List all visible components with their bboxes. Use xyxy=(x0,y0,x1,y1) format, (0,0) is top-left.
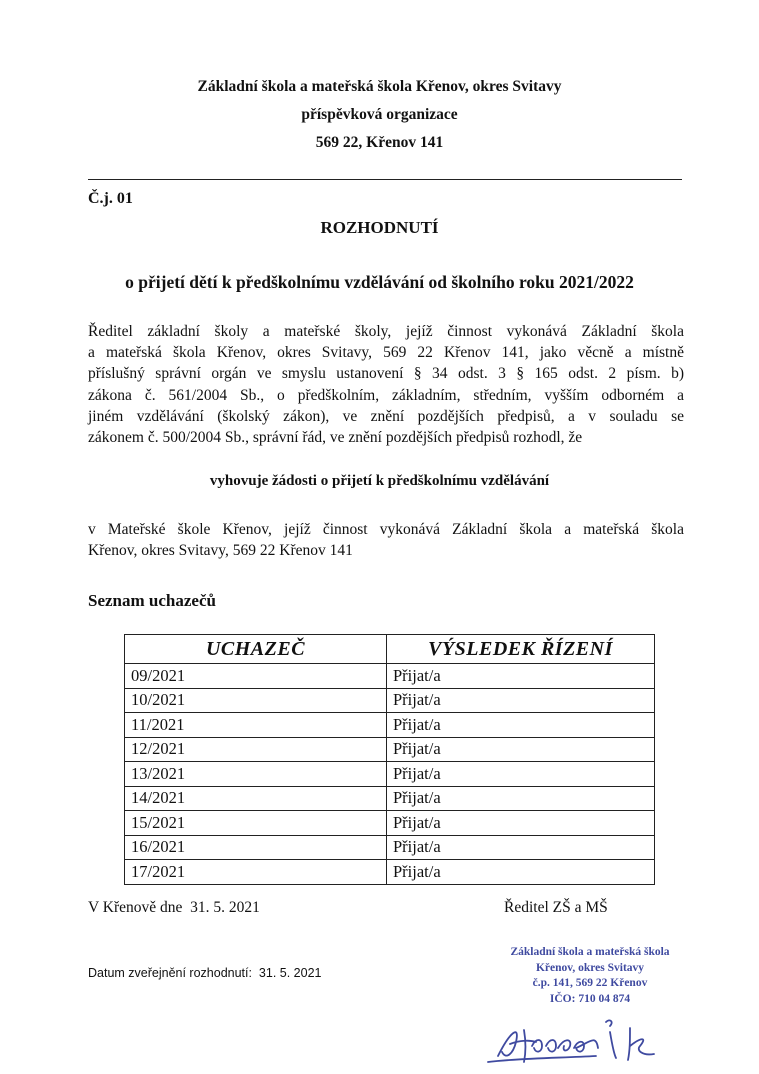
table-row xyxy=(125,811,655,836)
intro-paragraph xyxy=(88,321,684,448)
table-row xyxy=(125,688,655,713)
result-cell: Přijat/a xyxy=(387,811,655,836)
table-header-row xyxy=(125,635,655,664)
header-divider xyxy=(88,179,682,180)
table-row xyxy=(125,860,655,885)
result-cell: Přijat/a xyxy=(387,786,655,811)
result-cell: Přijat/a xyxy=(387,664,655,689)
signatory-title: Ředitel ZŠ a MŠ xyxy=(504,899,608,916)
handwritten-signature xyxy=(480,1012,690,1070)
school-stamp xyxy=(490,945,690,1007)
school-address: 569 22, Křenov 141 xyxy=(315,134,444,151)
column-header: UCHAZEČ xyxy=(125,635,387,664)
intro-line: zákona č. 561/2004 Sb., o předškolním, základním, středním, vyšším odborném a xyxy=(88,386,684,404)
intro-line: jiném vzdělávání (školský zákon), ve znění pozdějších předpisů, a v souladu se xyxy=(88,407,684,425)
table-row xyxy=(125,835,655,860)
applicant-id: 15/2021 xyxy=(125,811,387,836)
intro-line: Ředitel základní školy a mateřské školy, jejíž činnost vykonává Základní škola xyxy=(88,323,684,340)
publication-date: Datum zveřejnění rozhodnutí: 31. 5. 2021 xyxy=(88,966,322,980)
stamp-line: Křenov, okres Svitavy xyxy=(535,961,645,974)
intro-line: a mateřská škola Křenov, okres Svitavy, 569 22 Křenov 141, jako věcně a místně xyxy=(88,344,684,362)
organization-type: příspěvková organizace xyxy=(301,106,458,123)
result-cell: Přijat/a xyxy=(387,762,655,787)
location-paragraph xyxy=(88,519,684,561)
intro-line: zákonem č. 500/2004 Sb., správní řád, ve znění pozdějších předpisů rozhodl, že xyxy=(88,429,583,447)
table-row xyxy=(125,786,655,811)
stamp-line: Základní škola a mateřská škola xyxy=(510,946,670,958)
stamp-line: IČO: 710 04 874 xyxy=(549,992,631,1005)
table-row xyxy=(125,713,655,738)
column-header: VÝSLEDEK ŘÍZENÍ xyxy=(387,635,655,664)
result-cell: Přijat/a xyxy=(387,688,655,713)
document-subtitle: o přijetí dětí k předškolnímu vzdělávání od školního roku 2021/2022 xyxy=(125,272,634,292)
location-line: v Mateřské škole Křenov, jejíž činnost vykonává Základní škola a mateřská škola xyxy=(88,521,684,538)
applicant-id: 09/2021 xyxy=(125,664,387,689)
applicants-table xyxy=(124,634,655,885)
applicant-id: 11/2021 xyxy=(125,713,387,738)
place-and-date: V Křenově dne 31. 5. 2021 xyxy=(88,899,260,916)
result-cell: Přijat/a xyxy=(387,713,655,738)
applicant-id: 12/2021 xyxy=(125,737,387,762)
result-cell: Přijat/a xyxy=(387,737,655,762)
table-row xyxy=(125,737,655,762)
table-row xyxy=(125,664,655,689)
applicant-id: 16/2021 xyxy=(125,835,387,860)
decision-statement: vyhovuje žádosti o přijetí k předškolnímu vzdělávání xyxy=(209,473,550,489)
applicant-id: 14/2021 xyxy=(125,786,387,811)
result-cell: Přijat/a xyxy=(387,835,655,860)
intro-line: příslušný správní orgán ve smyslu ustanovení § 34 odst. 3 § 165 odst. 2 písm. b) xyxy=(88,365,684,383)
applicant-id: 13/2021 xyxy=(125,762,387,787)
document-title: ROZHODNUTÍ xyxy=(320,218,439,237)
applicant-id: 10/2021 xyxy=(125,688,387,713)
reference-number: Č.j. 01 xyxy=(88,190,133,207)
stamp-line: č.p. 141, 569 22 Křenov xyxy=(532,977,648,989)
table-row xyxy=(125,762,655,787)
result-cell: Přijat/a xyxy=(387,860,655,885)
list-heading: Seznam uchazečů xyxy=(88,591,216,610)
school-name: Základní škola a mateřská škola Křenov, okres Svitavy xyxy=(197,78,562,95)
applicant-id: 17/2021 xyxy=(125,860,387,885)
location-line: Křenov, okres Svitavy, 569 22 Křenov 141 xyxy=(88,542,353,560)
